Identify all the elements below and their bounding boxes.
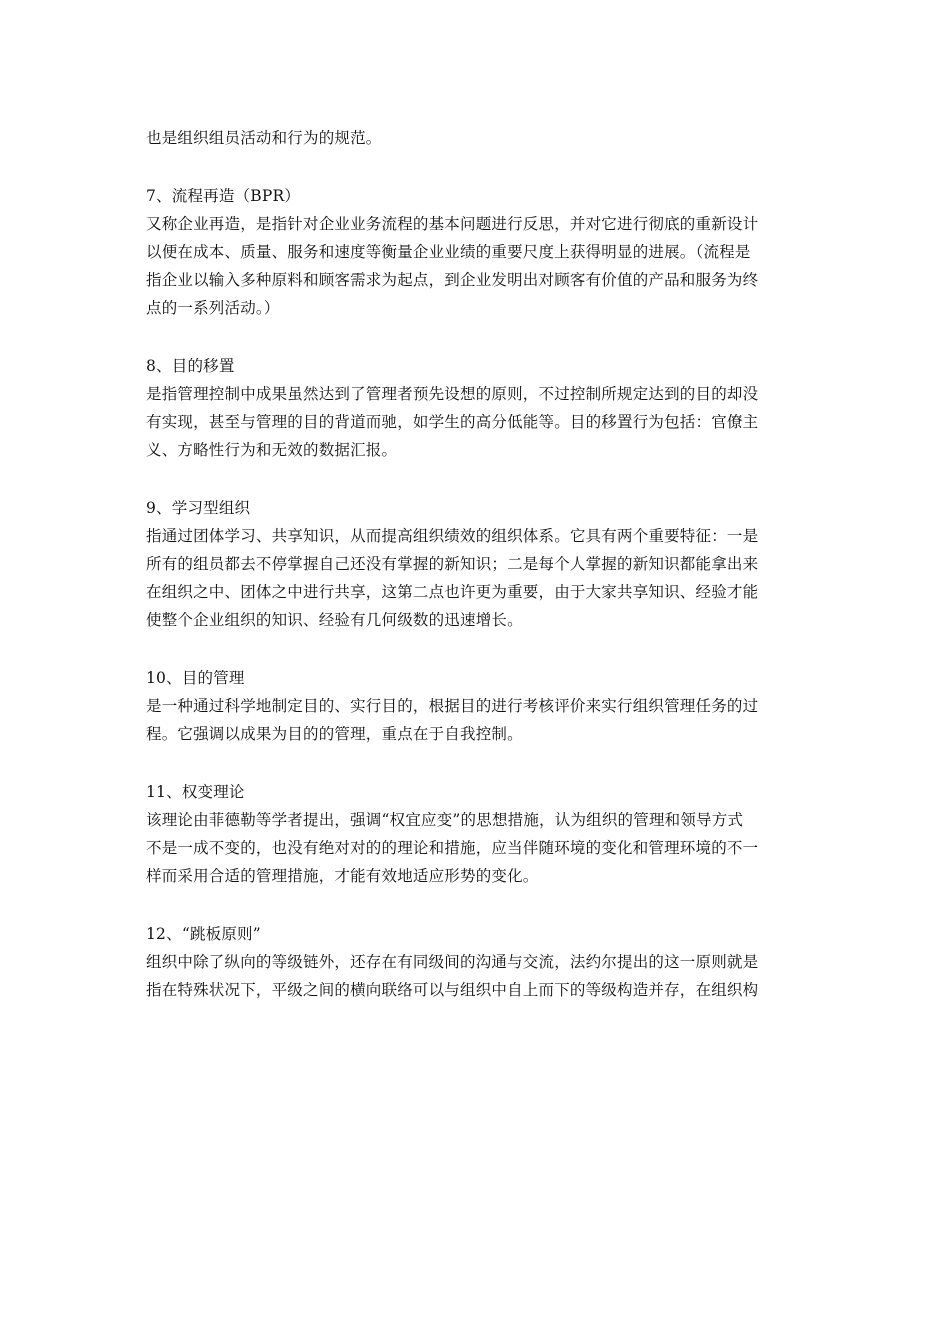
section-title: 12、“跳板原则” — [146, 925, 261, 943]
body-line: 点的一系列活动。） — [146, 299, 280, 317]
body-line: 样而采用合适的管理措施，才能有效地适应形势的变化。 — [146, 867, 539, 885]
section-title: 7、流程再造（BPR） — [146, 187, 301, 205]
section-title: 8、目的移置 — [146, 357, 235, 375]
paragraph-gap — [146, 748, 814, 778]
body-line: 不是一成不变的，也没有绝对对的的理论和措施，应当伴随环境的变化和管理环境的不一 — [146, 839, 759, 857]
body-line: 指企业以输入多种原料和顾客需求为起点，到企业发明出对顾客有价值的产品和服务为终 — [146, 271, 759, 289]
body-line: 组织中除了纵向的等级链外，还存在有同级间的沟通与交流，法约尔提出的这一原则就是 — [146, 953, 759, 971]
body-line: 有实现，甚至与管理的目的背道而驰，如学生的高分低能等。目的移置行为包括：官僚主 — [146, 413, 759, 431]
paragraph-gap — [146, 152, 814, 182]
body-line: 在组织之中、团体之中进行共享，这第二点也许更为重要，由于大家共享知识、经验才能 — [146, 583, 759, 601]
section-7 — [146, 182, 814, 322]
section-9 — [146, 494, 814, 634]
body-line: 指在特殊状况下，平级之间的横向联络可以与组织中自上而下的等级构造并存，在组织构 — [146, 981, 759, 999]
body-line: 是一种通过科学地制定目的、实行目的，根据目的进行考核评价来实行组织管理任务的过 — [146, 697, 759, 715]
body-line: 该理论由菲德勒等学者提出，强调“权宜应变”的思想措施，认为组织的管理和领导方式 — [146, 811, 744, 829]
section-10 — [146, 664, 814, 748]
paragraph-gap — [146, 890, 814, 920]
body-line: 是指管理控制中成果虽然达到了管理者预先设想的原则，不过控制所规定达到的目的却没 — [146, 385, 759, 403]
body-line: 以便在成本、质量、服务和速度等衡量企业业绩的重要尺度上获得明显的进展。（流程是 — [146, 243, 751, 261]
body-line: 使整个企业组织的知识、经验有几何级数的迅速增长。 — [146, 611, 523, 629]
section-11 — [146, 778, 814, 890]
paragraph-gap — [146, 634, 814, 664]
body-line: 指通过团体学习、共享知识，从而提高组织绩效的组织体系。它具有两个重要特征：一是 — [146, 527, 759, 545]
body-line: 又称企业再造，是指针对企业业务流程的基本问题进行反思，并对它进行彻底的重新设计 — [146, 215, 759, 233]
document-page — [146, 124, 814, 1004]
paragraph-gap — [146, 464, 814, 494]
paragraph-gap — [146, 322, 814, 352]
section-title: 9、学习型组织 — [146, 499, 251, 517]
body-line: 所有的组员都去不停掌握自己还没有掌握的新知识；二是每个人掌握的新知识都能拿出来 — [146, 555, 759, 573]
section-title: 10、目的管理 — [146, 669, 245, 687]
body-line: 程。它强调以成果为目的的管理，重点在于自我控制。 — [146, 725, 523, 743]
section-title: 11、权变理论 — [146, 783, 245, 801]
section-12 — [146, 920, 814, 1004]
intro-tail-line: 也是组织组员活动和行为的规范。 — [146, 129, 382, 147]
section-8 — [146, 352, 814, 464]
body-line: 义、方略性行为和无效的数据汇报。 — [146, 441, 398, 459]
